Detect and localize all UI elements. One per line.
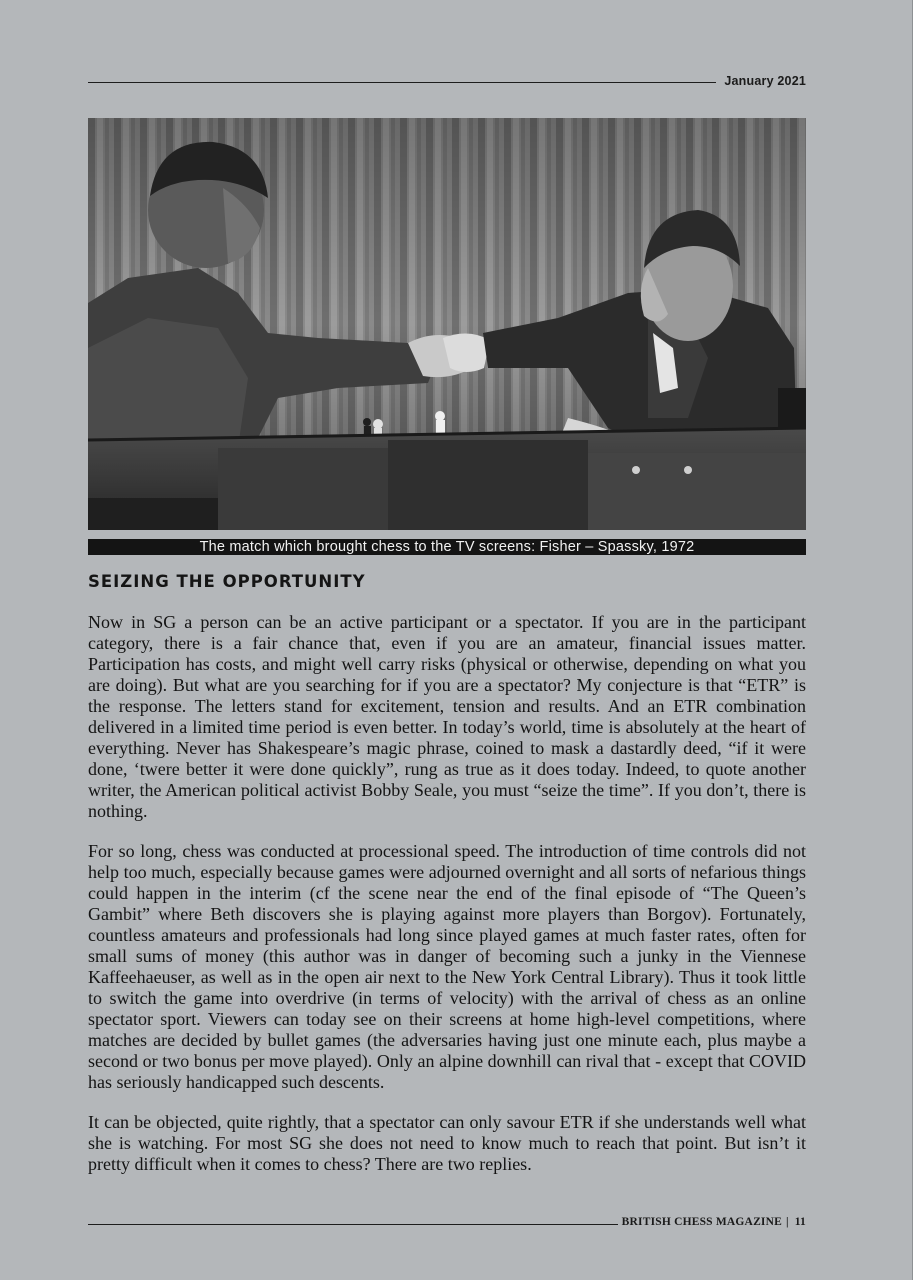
paragraph-2: For so long, chess was conducted at processional speed. The introduction of time controls did not help too much, especially because games were adjourned overnight and all sorts of nefarious things could happen in the interim (cf the scene near the end of the final episode of “The Queen’s Gambit” where Beth discovers she is playing against more players than Borgov). Fortunately, countless amateurs and professionals had long since played games at much faster rates, often for small sums of money (this author was in danger of becoming such a junky in the Viennese Kaffeehaeuser, as well as in the open air next to the New York Central Library). Thus it took little to switch the game into overdrive (in terms of velocity) with the arrival of chess as an online spectator sport. Viewers can today see on their screens at home high-level competitions, where matches are decided by bullet games (the adversaries having just one minute each, plus maybe a second or two bonus per move played). Only an alpine downhill can rival that - except that COVID has seriously handicapped such descents. (88, 841, 806, 1092)
magazine-name: BRITISH CHESS MAGAZINE (621, 1216, 782, 1228)
paragraph-1: Now in SG a person can be an active participant or a spectator. If you are in the participant category, there is a fair chance that, even if you are an amateur, financial issues matter. Participation has costs, and might well carry risks (physical or otherwise, depending on what you are doing). But what are you searching for if you are a spectator? My conjecture is that “ETR” is the response. The letters stand for excitement, tension and results. And an ETR combination delivered in a limited time period is even better. In today’s world, time is absolutely at the heart of everything. Never has Shakespeare’s magic phrase, coined to mask a dastardly deed, “if it were done, ‘twere better it were done quickly”, rung as true as it does today. Indeed, to quote another writer, the American political activist Bobby Seale, you must “seize the time”. If you don’t, there is nothing. (88, 612, 806, 821)
article-body (88, 612, 806, 1194)
photo-caption: The match which brought chess to the TV screens: Fisher – Spassky, 1972 (88, 539, 806, 555)
footer (622, 1216, 806, 1228)
page-number: 11 (794, 1216, 806, 1228)
chess-handshake-photo (88, 118, 806, 530)
issue-date: January 2021 (724, 74, 806, 88)
paragraph-3: It can be objected, quite rightly, that a spectator can only savour ETR if she understands well what she is watching. For most SG she does not need to know much to reach that point. But isn’t it pretty difficult when it comes to chess? There are two replies. (88, 1112, 806, 1174)
section-heading: SEIZING THE OPPORTUNITY (88, 572, 366, 591)
header-rule (88, 82, 716, 83)
footer-rule (88, 1224, 618, 1225)
footer-separator: | (786, 1216, 789, 1228)
